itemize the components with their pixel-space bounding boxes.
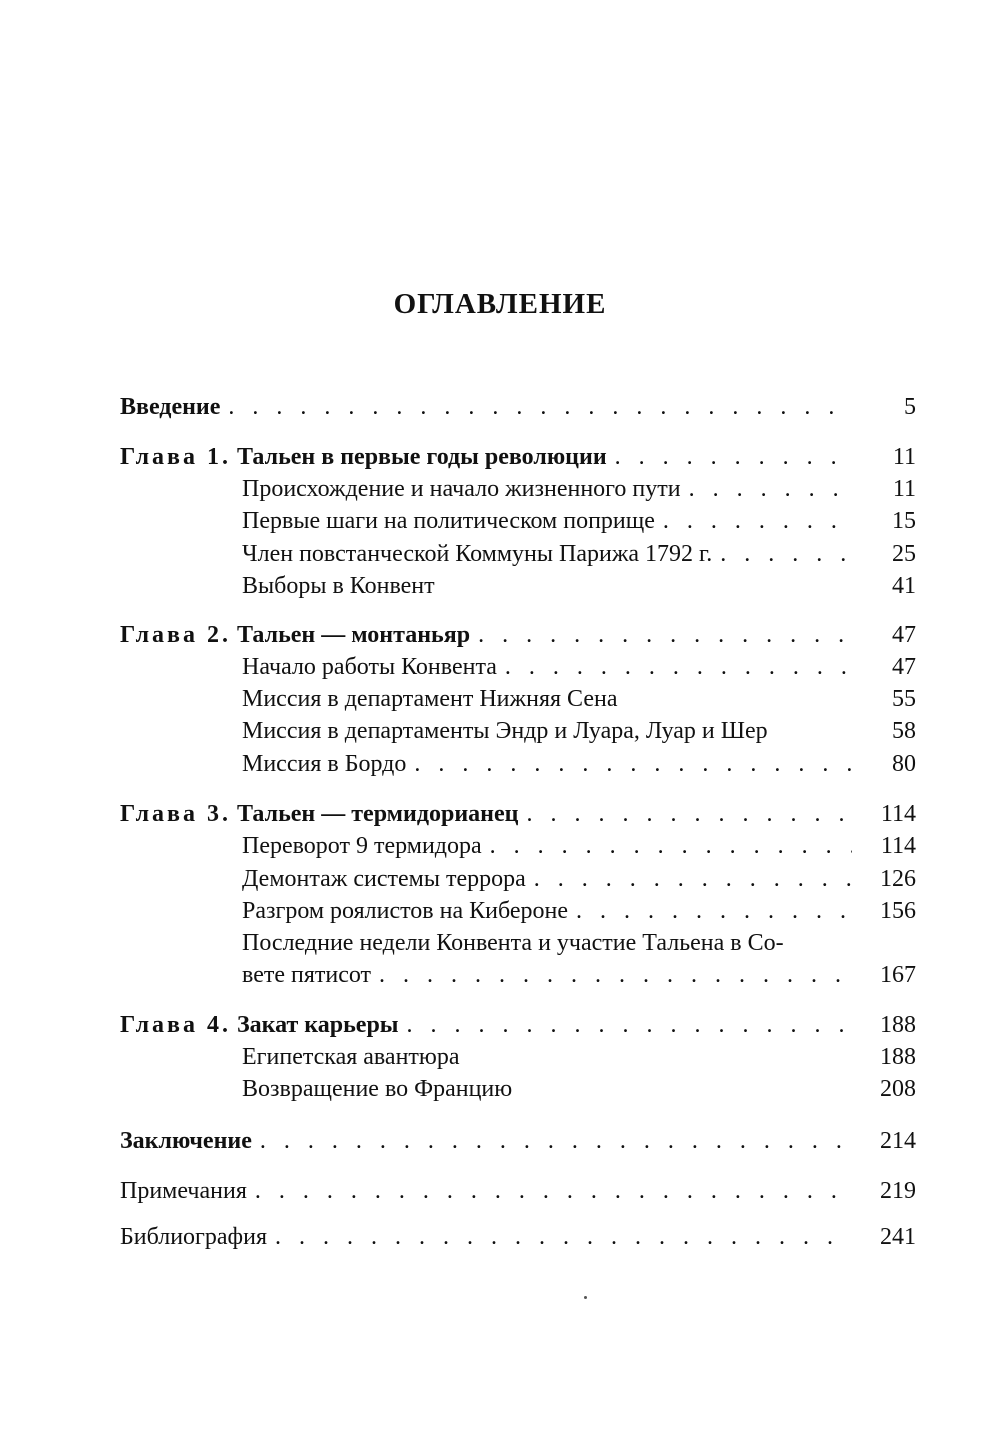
page-number: 5: [904, 394, 916, 420]
page-number: 11: [892, 444, 916, 470]
entry-label: Библиография: [120, 1224, 267, 1250]
leader-dots: [526, 797, 852, 831]
toc-entry-chapter-3[interactable]: [120, 797, 916, 831]
toc-entry-chapter-2[interactable]: [120, 618, 916, 652]
page-number: 47: [892, 622, 916, 648]
leader-dots: [615, 440, 852, 474]
leader-dots: [505, 650, 852, 684]
page-number: 188: [880, 1012, 916, 1038]
leader-dots: [663, 504, 852, 538]
page-number: 156: [880, 898, 916, 924]
page-number: 208: [880, 1076, 916, 1102]
leader-dots: [407, 1008, 852, 1042]
entry-label: Демонтаж системы террора: [242, 866, 526, 892]
toc-entry-notes[interactable]: [120, 1174, 916, 1208]
leader-dots: [379, 958, 852, 992]
leader-dots: [478, 618, 852, 652]
toc-entry-bibliography[interactable]: [120, 1220, 916, 1254]
print-speck: [584, 1296, 587, 1299]
toc-entry-section[interactable]: [242, 682, 916, 716]
toc-entry-section[interactable]: [242, 472, 916, 506]
toc-entry-section[interactable]: [242, 747, 916, 781]
toc-entry-section[interactable]: [242, 650, 916, 684]
chapter-title: Закат карьеры: [237, 1012, 399, 1038]
chapter-prefix: Глава 2.: [120, 622, 231, 648]
entry-label: Египетская авантюра: [242, 1044, 460, 1070]
chapter-title: Тальен — монтаньяр: [237, 622, 471, 648]
page-number: 114: [880, 801, 916, 827]
leader-dots: [255, 1174, 852, 1208]
page-number: 11: [892, 476, 916, 502]
toc-entry-section[interactable]: [242, 829, 916, 863]
leader-dots: [720, 537, 852, 571]
entry-label: Происхождение и начало жизненного пути: [242, 476, 681, 502]
leader-dots: [275, 1220, 852, 1254]
page-number: 41: [892, 573, 916, 599]
toc-heading: ОГЛАВЛЕНИЕ: [393, 288, 607, 320]
chapter-prefix: Глава 3.: [120, 801, 231, 827]
page-number: 55: [892, 686, 916, 712]
entry-label: Заключение: [120, 1128, 252, 1154]
chapter-title: Тальен — термидорианец: [237, 801, 519, 827]
entry-label: Член повстанческой Коммуны Парижа 1792 г.: [242, 541, 713, 567]
page-number: 47: [892, 654, 916, 680]
entry-label-line-1: Последние недели Конвента и участие Тальена в Со-: [242, 930, 784, 956]
entry-label: Переворот 9 термидора: [242, 833, 482, 859]
toc-entry-section[interactable]: [242, 537, 916, 571]
page-number: 188: [880, 1044, 916, 1070]
entry-label: Первые шаги на политическом поприще: [242, 508, 655, 534]
chapter-prefix: Глава 4.: [120, 1012, 231, 1038]
page-number: 167: [880, 962, 916, 988]
entry-label: Миссия в Бордо: [242, 751, 407, 777]
entry-label: Возвращение во Францию: [242, 1076, 513, 1102]
entry-label: Миссия в департаменты Эндр и Луара, Луар и Шер: [242, 718, 768, 744]
entry-label-continuation: вете пятисот: [242, 962, 372, 988]
leader-dots: [689, 472, 852, 506]
toc-entry-section[interactable]: [242, 894, 916, 928]
page-number: 58: [892, 718, 916, 744]
leader-dots: [260, 1124, 852, 1158]
entry-label: Выборы в Конвент: [242, 573, 435, 599]
toc-entry-section[interactable]: [242, 1072, 916, 1106]
page-number: 126: [880, 866, 916, 892]
toc-entry-section[interactable]: [242, 862, 916, 896]
page-number: 15: [892, 508, 916, 534]
toc-entry-section[interactable]: [242, 1040, 916, 1074]
leader-dots: [490, 829, 852, 863]
chapter-prefix: Глава 1.: [120, 444, 231, 470]
entry-label: Миссия в департамент Нижняя Сена: [242, 686, 618, 712]
leader-dots: [414, 747, 852, 781]
toc-entry-chapter-1[interactable]: [120, 440, 916, 474]
toc-entry-section[interactable]: [242, 569, 916, 603]
toc-entry-chapter-4[interactable]: [120, 1008, 916, 1042]
page-number: 241: [880, 1224, 916, 1250]
leader-dots: [534, 862, 852, 896]
page-number: 219: [880, 1178, 916, 1204]
toc-entry-intro[interactable]: [120, 390, 916, 424]
entry-label: Начало работы Конвента: [242, 654, 497, 680]
toc-entry-conclusion[interactable]: [120, 1124, 916, 1158]
entry-label: Разгром роялистов на Кибероне: [242, 898, 569, 924]
page-number: 80: [892, 751, 916, 777]
toc-entry-section[interactable]: [242, 504, 916, 538]
page-number: 214: [880, 1128, 916, 1154]
page-number: 114: [880, 833, 916, 859]
toc-entry-section[interactable]: [242, 714, 916, 748]
leader-dots: [228, 390, 852, 424]
page-number: 25: [892, 541, 916, 567]
entry-label: Введение: [120, 394, 221, 420]
leader-dots: [576, 894, 852, 928]
toc-entry-section[interactable]: [242, 958, 916, 992]
entry-label: Примечания: [120, 1178, 247, 1204]
chapter-title: Тальен в первые годы революции: [237, 444, 607, 470]
